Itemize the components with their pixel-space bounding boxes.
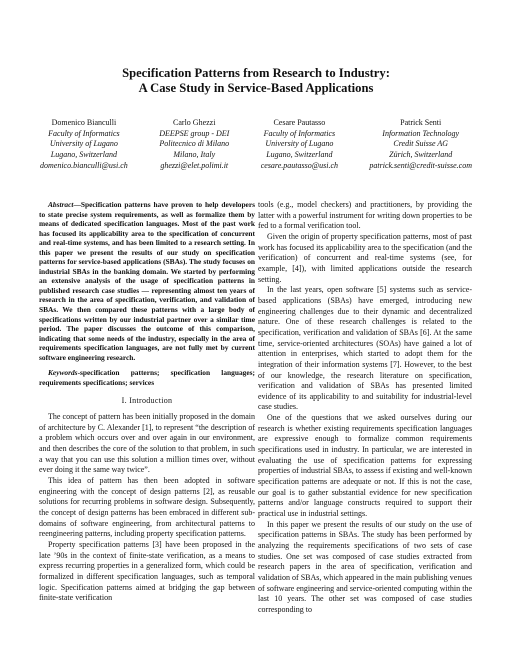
title-line-1: Specification Patterns from Research to Industry: — [122, 66, 390, 80]
author-location: Zürich, Switzerland — [389, 150, 453, 160]
author-email: ghezzi@elet.polimi.it — [160, 160, 229, 170]
keywords-text: -specification patterns; specification languages; requirements specifications; services — [39, 368, 255, 387]
author-affiliation: Credit Suisse AG — [393, 139, 449, 149]
left-column — [39, 200, 255, 604]
paper-title — [40, 66, 472, 96]
author-affiliation: Faculty of Informatics — [263, 128, 336, 138]
right-column — [258, 200, 472, 616]
author-email: domenico.bianculli@usi.ch — [40, 160, 128, 170]
author-affiliation: DEEPSE group - DEI — [159, 128, 230, 138]
author-name: Carlo Ghezzi — [173, 118, 216, 127]
author-1 — [40, 118, 128, 172]
author-2 — [159, 118, 229, 172]
author-affiliation: Information Technology — [382, 128, 460, 138]
author-3 — [261, 118, 338, 172]
body-paragraph: The concept of pattern has been initially proposed in the domain of architecture by C. Alexander [1], to represent “the description of a problem which occurs over and over again in our environment, and then describes the core of the solution to that problem, in such a way that you can use this solution a million times over, without ever doing it the same way twice”. — [39, 412, 255, 475]
body-paragraph: Given the origin of property specification patterns, most of past work has focused its applicability area to the specification (and the verification) of concurrent and real-time systems (see, for example, [4]), with limited applications outside the research setting. — [258, 231, 472, 284]
body-paragraph: In this paper we present the results of our study on the use of specification patterns in SBAs. The study has been performed by analyzing the requirements specifications of two sets of case studies. One set was composed of case studies extracted from research papers in the area of specification, verification and validation of SBAs, which appeared in the main publishing venues of software engineering and service-oriented computing within the last 10 years. The other set was composed of case studies corresponding to — [258, 519, 472, 614]
keywords — [39, 368, 255, 387]
abstract — [39, 200, 255, 362]
keywords-label: Keywords — [48, 368, 78, 378]
author-block — [40, 118, 472, 172]
title-line-2: A Case Study in Service-Based Applications — [138, 81, 374, 95]
body-paragraph: Property specification patterns [3] have been proposed in the late ’90s in the context of finite-state verification, as a means to express recurring properties in a generalized form, which could be formalized in different specification languages, such as temporal logic. Specification patterns aimed at bridging the gap between finite-state verification — [39, 539, 255, 603]
body-paragraph: One of the questions that we asked ourselves during our research is whether existing requirements specification languages are expressive enough to formalize common requirements specifications used in industry. In particular, we are interested in evaluating the use of specification patterns for expressing properties of industrial SBAs, to assess if existing and well-known specification patterns are adequate or not. If this is not the case, our goal is to gather substantial evidence for new specification patterns and/or language constructs required to support their practical use in industrial settings. — [258, 413, 472, 519]
author-name: Cesare Pautasso — [273, 118, 326, 127]
abstract-text: —Specification patterns have proven to help developers to state precise system requirements, as well as formalize them by means of dedicated specification languages. Most of the past work has focused its applicability area to the specification of concurrent and real-time systems, and has been limited to a research setting. In this paper we present the results of our study on specification patterns for service-based applications (SBAs). The study focuses on industrial SBAs in the banking domain. We started by performing an extensive analysis of the usage of specification patterns in published research case studies — representing almost ten years of research in the area of specification, verification, and validation of SBAs. We then compared these patterns with a large body of specifications written by our industrial partner over a similar time period. The paper discusses the outcome of this comparison, indicating that some needs of the industry, especially in the area of requirements specification languages, are not fully met by current software engineering research. — [39, 200, 255, 362]
section-heading: I. Introduction — [121, 396, 173, 406]
author-location: Milano, Italy — [173, 150, 216, 160]
author-affiliation: Faculty of Informatics — [48, 128, 120, 138]
author-email: cesare.pautasso@usi.ch — [260, 160, 338, 170]
author-affiliation: University of Lugano — [265, 139, 334, 149]
body-paragraph: tools (e.g., model checkers) and practitioners, by providing the latter with a powerful instrument for writing down properties to be fed to a formal verification tool. — [258, 200, 472, 231]
body-paragraph: In the last years, open software [5] systems such as service-based applications (SBAs) have emerged, introducing new engineering challenges due to their dynamic and decentralized nature. One of these research challenges is related to the specification, verification and validation of SBAs [6]. At the same time, service-oriented architectures (SOAs) have gained a lot of attention in enterprises, which started to adopt them for the integration of their information systems [7]. However, to the best of our knowledge, the research literature on specification, verification and validation of SBAs has presented limited evidence of its applicability to and suitability for industrial-level case studies. — [258, 285, 472, 412]
author-name: Domenico Bianculli — [51, 118, 117, 127]
author-affiliation: University of Lugano — [49, 139, 118, 149]
abstract-label: Abstract — [48, 200, 74, 209]
author-name: Patrick Senti — [400, 118, 442, 127]
author-affiliation: Politecnico di Milano — [159, 139, 230, 149]
author-email: patrick.senti@credit-suisse.com — [369, 160, 472, 170]
author-location: Lugano, Switzerland — [266, 150, 333, 160]
body-paragraph: This idea of pattern has then been adopted in software engineering with the concept of design patterns [2], as reusable solutions for recurring problems in software design. Subsequently, the concept of design patterns has been embraced in different sub-domains of software engineering, from architectural patterns to reengineering patterns, including property specification patterns. — [39, 475, 255, 539]
author-location: Lugano, Switzerland — [50, 150, 118, 160]
author-4 — [369, 118, 472, 172]
